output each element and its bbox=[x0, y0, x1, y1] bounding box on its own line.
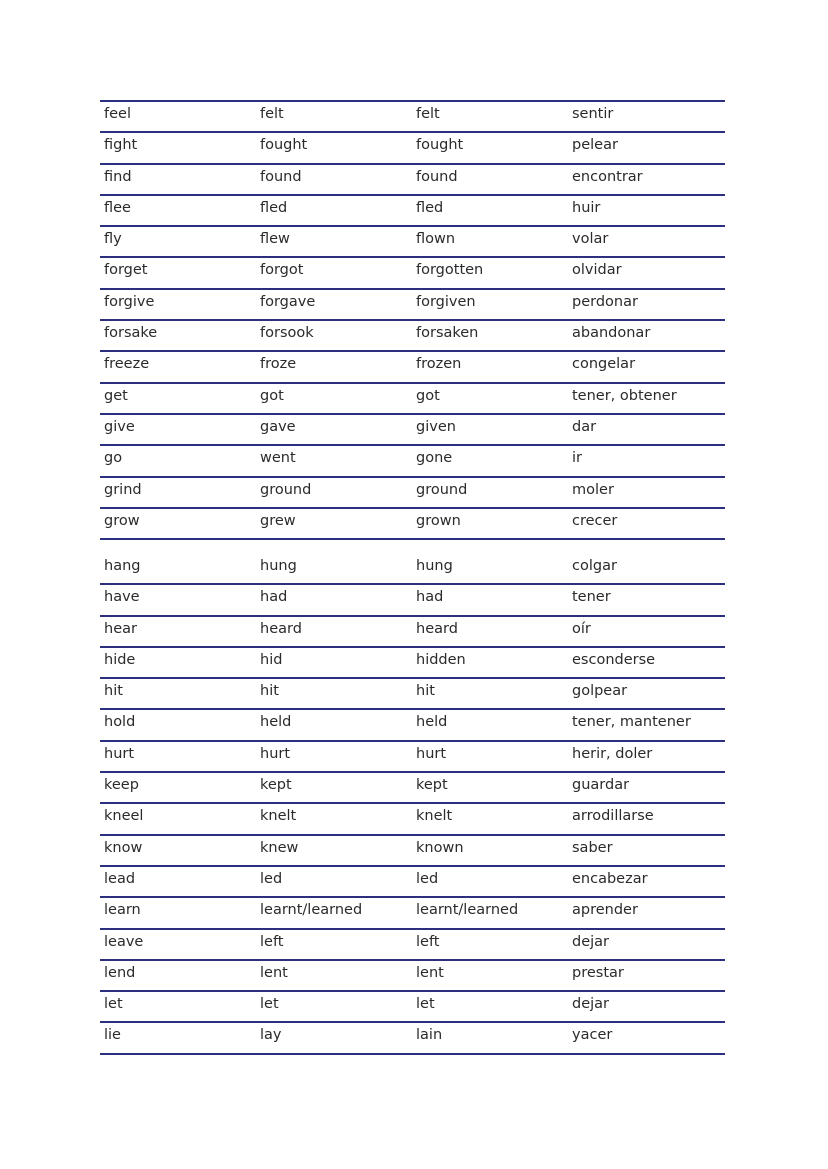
past-participle-cell: grown bbox=[416, 512, 461, 529]
spanish-translation-cell: olvidar bbox=[572, 262, 622, 279]
past-participle-cell: held bbox=[416, 714, 448, 731]
base-form-cell: flee bbox=[104, 199, 131, 216]
past-simple-cell: gave bbox=[260, 418, 296, 435]
spanish-translation-cell: crecer bbox=[572, 512, 618, 529]
past-participle-cell: lain bbox=[416, 1027, 443, 1044]
past-participle-cell: let bbox=[416, 996, 435, 1013]
table-row bbox=[100, 415, 725, 446]
base-form-cell: grind bbox=[104, 481, 142, 498]
table-row bbox=[100, 352, 725, 383]
base-form-cell: lend bbox=[104, 964, 136, 981]
table-row bbox=[100, 384, 725, 415]
past-simple-cell: lay bbox=[260, 1027, 282, 1044]
past-simple-cell: fought bbox=[260, 137, 308, 154]
past-simple-cell: forgave bbox=[260, 293, 316, 310]
spanish-translation-cell: dejar bbox=[572, 996, 610, 1013]
past-participle-cell: learnt/learned bbox=[416, 902, 519, 919]
table-row bbox=[100, 290, 725, 321]
spanish-translation-cell: huir bbox=[572, 199, 601, 216]
past-simple-cell: kept bbox=[260, 777, 292, 794]
spanish-translation-cell: oír bbox=[572, 620, 591, 637]
past-participle-cell: had bbox=[416, 589, 444, 606]
table-row bbox=[100, 961, 725, 992]
past-simple-cell: hurt bbox=[260, 745, 291, 762]
past-participle-cell: led bbox=[416, 870, 439, 887]
past-simple-cell: held bbox=[260, 714, 292, 731]
past-participle-cell: forgiven bbox=[416, 293, 476, 310]
spanish-translation-cell: saber bbox=[572, 839, 613, 856]
base-form-cell: freeze bbox=[104, 356, 150, 373]
table-row bbox=[100, 648, 725, 679]
base-form-cell: grow bbox=[104, 512, 140, 529]
past-participle-cell: left bbox=[416, 933, 440, 950]
past-participle-cell: hung bbox=[416, 558, 453, 574]
past-simple-cell: hit bbox=[260, 683, 279, 700]
past-participle-cell: known bbox=[416, 839, 464, 856]
spanish-translation-cell: colgar bbox=[572, 558, 617, 574]
spanish-translation-cell: encabezar bbox=[572, 870, 648, 887]
base-form-cell: keep bbox=[104, 777, 139, 794]
base-form-cell: hurt bbox=[104, 745, 135, 762]
past-simple-cell: ground bbox=[260, 481, 312, 498]
base-form-cell: kneel bbox=[104, 808, 144, 825]
table-row bbox=[100, 478, 725, 509]
base-form-cell: have bbox=[104, 589, 140, 606]
table-row bbox=[100, 679, 725, 710]
spanish-translation-cell: herir, doler bbox=[572, 745, 653, 762]
base-form-cell: forsake bbox=[104, 325, 158, 342]
base-form-cell: know bbox=[104, 839, 143, 856]
table-row bbox=[100, 898, 725, 929]
past-participle-cell: frozen bbox=[416, 356, 462, 373]
table-row bbox=[100, 992, 725, 1023]
past-participle-cell: got bbox=[416, 387, 440, 404]
spanish-translation-cell: aprender bbox=[572, 902, 638, 919]
spanish-translation-cell: volar bbox=[572, 231, 609, 248]
past-simple-cell: had bbox=[260, 589, 288, 606]
table-row bbox=[100, 509, 725, 540]
past-simple-cell: grew bbox=[260, 512, 296, 529]
past-simple-cell: fled bbox=[260, 199, 288, 216]
spanish-translation-cell: ir bbox=[572, 450, 582, 467]
past-participle-cell: felt bbox=[416, 106, 440, 122]
spanish-translation-cell: abandonar bbox=[572, 325, 651, 342]
past-simple-cell: got bbox=[260, 387, 284, 404]
past-participle-cell: flown bbox=[416, 231, 456, 248]
base-form-cell: hold bbox=[104, 714, 136, 731]
base-form-cell: forget bbox=[104, 262, 148, 279]
table-row bbox=[100, 258, 725, 289]
spanish-translation-cell: tener, mantener bbox=[572, 714, 691, 731]
spanish-translation-cell: dar bbox=[572, 418, 597, 435]
base-form-cell: let bbox=[104, 996, 123, 1013]
table-row bbox=[100, 710, 725, 741]
past-participle-cell: forgotten bbox=[416, 262, 484, 279]
table-row bbox=[100, 773, 725, 804]
past-participle-cell: forsaken bbox=[416, 325, 479, 342]
past-simple-cell: felt bbox=[260, 106, 284, 122]
past-simple-cell: lent bbox=[260, 964, 288, 981]
verb-table-f-g bbox=[100, 100, 725, 540]
table-row bbox=[100, 742, 725, 773]
base-form-cell: go bbox=[104, 450, 123, 467]
past-simple-cell: forsook bbox=[260, 325, 314, 342]
past-participle-cell: found bbox=[416, 168, 458, 185]
spanish-translation-cell: moler bbox=[572, 481, 614, 498]
past-simple-cell: flew bbox=[260, 231, 290, 248]
base-form-cell: lie bbox=[104, 1027, 121, 1044]
base-form-cell: give bbox=[104, 418, 135, 435]
base-form-cell: hide bbox=[104, 651, 136, 668]
spanish-translation-cell: congelar bbox=[572, 356, 636, 373]
table-row bbox=[100, 165, 725, 196]
spanish-translation-cell: encontrar bbox=[572, 168, 643, 185]
past-simple-cell: found bbox=[260, 168, 302, 185]
base-form-cell: get bbox=[104, 387, 128, 404]
spanish-translation-cell: tener bbox=[572, 589, 611, 606]
past-simple-cell: went bbox=[260, 450, 296, 467]
past-simple-cell: knew bbox=[260, 839, 299, 856]
spanish-translation-cell: sentir bbox=[572, 106, 614, 122]
past-participle-cell: fought bbox=[416, 137, 464, 154]
past-simple-cell: heard bbox=[260, 620, 302, 637]
table-row bbox=[100, 585, 725, 616]
past-participle-cell: hidden bbox=[416, 651, 466, 668]
past-participle-cell: knelt bbox=[416, 808, 453, 825]
table-row bbox=[100, 196, 725, 227]
table-row bbox=[100, 617, 725, 648]
past-participle-cell: gone bbox=[416, 450, 453, 467]
base-form-cell: find bbox=[104, 168, 132, 185]
table-row bbox=[100, 930, 725, 961]
base-form-cell: feel bbox=[104, 106, 131, 122]
past-participle-cell: lent bbox=[416, 964, 444, 981]
base-form-cell: fight bbox=[104, 137, 138, 154]
past-simple-cell: froze bbox=[260, 356, 297, 373]
table-row bbox=[100, 804, 725, 835]
past-participle-cell: heard bbox=[416, 620, 458, 637]
table-row bbox=[100, 867, 725, 898]
past-participle-cell: hit bbox=[416, 683, 435, 700]
table-row bbox=[100, 446, 725, 477]
past-simple-cell: forgot bbox=[260, 262, 304, 279]
past-simple-cell: hung bbox=[260, 558, 297, 574]
spanish-translation-cell: tener, obtener bbox=[572, 387, 677, 404]
table-row bbox=[100, 102, 725, 133]
table-row bbox=[100, 836, 725, 867]
spanish-translation-cell: yacer bbox=[572, 1027, 613, 1044]
past-simple-cell: knelt bbox=[260, 808, 297, 825]
spanish-translation-cell: golpear bbox=[572, 683, 628, 700]
past-simple-cell: let bbox=[260, 996, 279, 1013]
spanish-translation-cell: pelear bbox=[572, 137, 618, 154]
base-form-cell: fly bbox=[104, 231, 122, 248]
verb-table-h-l bbox=[100, 554, 725, 1055]
spanish-translation-cell: dejar bbox=[572, 933, 610, 950]
table-row bbox=[100, 1023, 725, 1054]
base-form-cell: hear bbox=[104, 620, 137, 637]
past-simple-cell: learnt/learned bbox=[260, 902, 363, 919]
table-row bbox=[100, 133, 725, 164]
base-form-cell: lead bbox=[104, 870, 136, 887]
past-participle-cell: given bbox=[416, 418, 456, 435]
spanish-translation-cell: prestar bbox=[572, 964, 624, 981]
spanish-translation-cell: arrodillarse bbox=[572, 808, 654, 825]
spanish-translation-cell: perdonar bbox=[572, 293, 638, 310]
base-form-cell: learn bbox=[104, 902, 141, 919]
past-simple-cell: led bbox=[260, 870, 283, 887]
past-participle-cell: ground bbox=[416, 481, 468, 498]
past-participle-cell: hurt bbox=[416, 745, 447, 762]
past-participle-cell: fled bbox=[416, 199, 444, 216]
past-simple-cell: left bbox=[260, 933, 284, 950]
table-row bbox=[100, 227, 725, 258]
base-form-cell: forgive bbox=[104, 293, 155, 310]
past-simple-cell: hid bbox=[260, 651, 283, 668]
spanish-translation-cell: esconderse bbox=[572, 651, 656, 668]
base-form-cell: leave bbox=[104, 933, 144, 950]
base-form-cell: hang bbox=[104, 558, 141, 574]
spanish-translation-cell: guardar bbox=[572, 777, 630, 794]
table-row bbox=[100, 321, 725, 352]
table-row bbox=[100, 554, 725, 585]
past-participle-cell: kept bbox=[416, 777, 448, 794]
base-form-cell: hit bbox=[104, 683, 123, 700]
